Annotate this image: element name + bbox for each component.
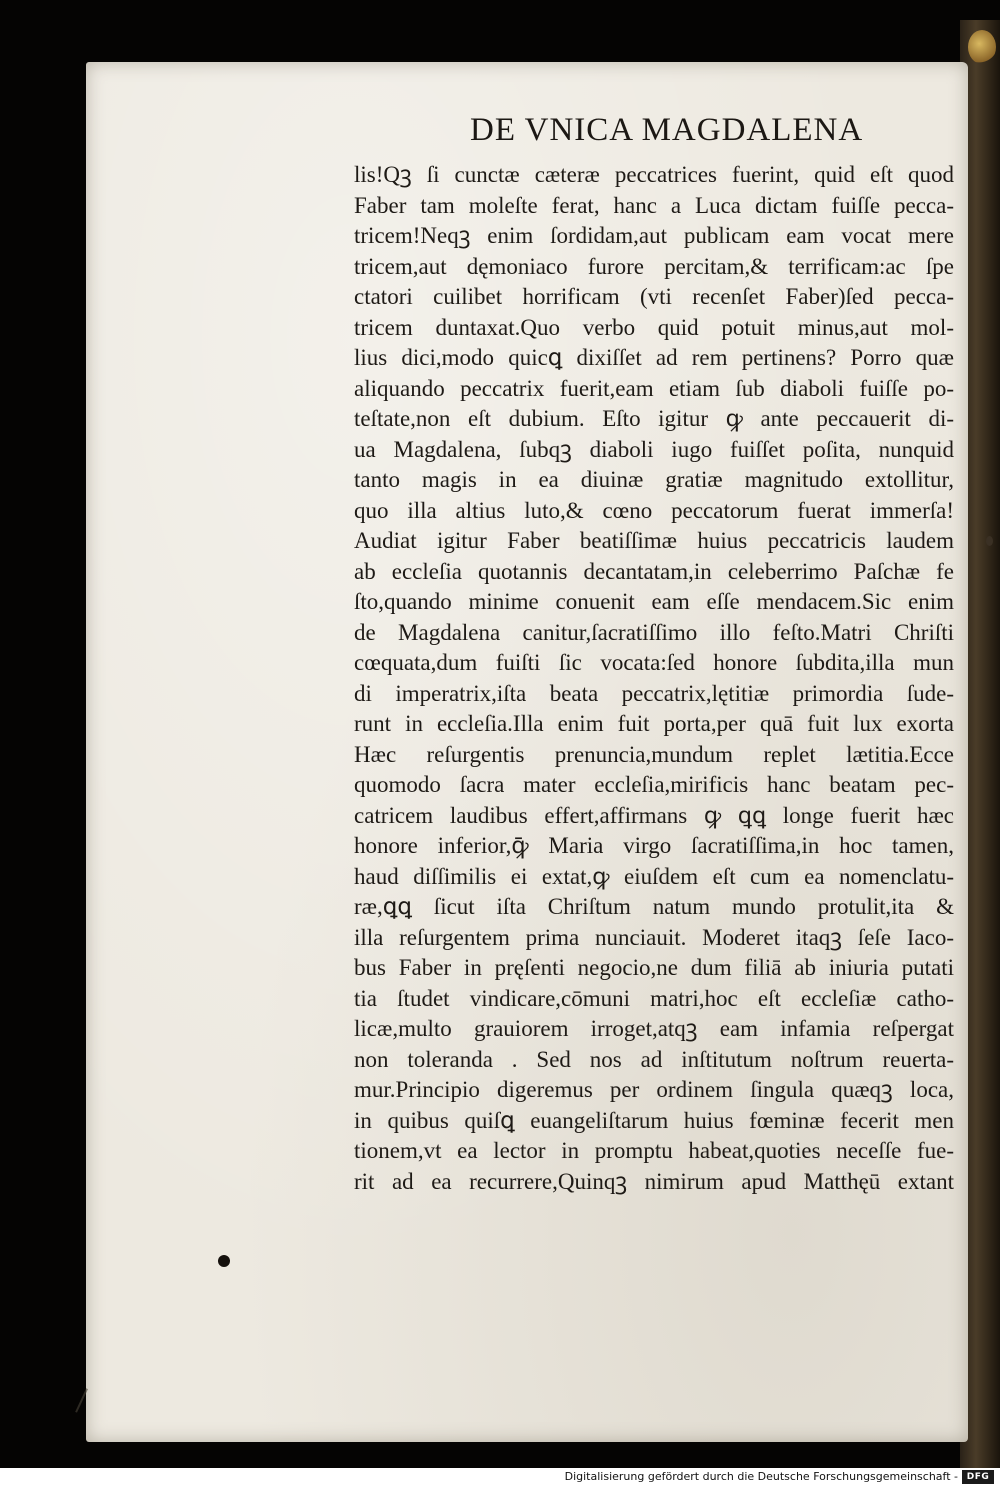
running-head: DE VNICA MAGDALENA	[470, 112, 864, 148]
text-line: rit ad ea recurrere,Quinqꝫ nimirum apud Matthęū extant	[354, 1168, 954, 1194]
text-line: runt in eccleſia.Illa enim fuit porta,per quā fuit lux exorta	[354, 711, 954, 736]
text-line: tricem,aut dęmoniaco furore percitam,& terrificam:ac ſpe	[354, 253, 954, 279]
dfg-logo: DFG	[962, 1470, 994, 1484]
text-line: aliquando peccatrix fuerit,eam etiam ſub diaboli fuiſſe po-	[354, 375, 954, 401]
text-line: Faber tam moleſte ferat, hanc a Luca dictam fuiſſe pecca-	[354, 192, 954, 218]
text-line: licæ,multo grauiorem irroget,atqꝫ eam infamia reſpergat	[354, 1016, 954, 1041]
margin-mark	[986, 536, 993, 546]
text-line: haud diſſimilis ei extat,ꝙ eiuſdem eſt cum ea nomenclatu-	[354, 863, 954, 889]
text-line: ua Magdalena, ſubqꝫ diaboli iugo fuiſſet poſita, nunquid	[354, 436, 954, 462]
text-line: Audiat igitur Faber beatiſſimæ huius peccatricis laudem	[354, 528, 954, 553]
text-line: teſtate,non eſt dubium. Eſto igitur ꝙ ante peccauerit di-	[354, 406, 954, 431]
text-line: tionem,vt ea lector in promptu habeat,quoties neceſſe fue-	[354, 1138, 954, 1163]
text-line: tricem duntaxat.Quo verbo quid potuit minus,aut mol-	[354, 314, 954, 340]
text-line: quomodo ſacra mater eccleſia,mirificis hanc beatam pec-	[354, 772, 954, 797]
text-line: cœquata,dum fuiſti ſic vocata:ſed honore ſubdita,illa mun	[354, 650, 954, 675]
text-line: non toleranda . Sed nos ad inſtitutum noſtrum reuerta-	[354, 1046, 954, 1072]
text-line: ab eccleſia quotannis decantatam,in celeberrimo Paſchæ fe	[354, 558, 954, 584]
text-line: in quibus quiſꝗ euangeliſtarum huius fœminæ fecerit men	[354, 1107, 954, 1133]
text-line: di imperatrix,iſta beata peccatrix,lętitiæ primordia ſude-	[354, 680, 954, 706]
text-line: bus Faber in pręſenti negocio,ne dum filiā ab iniuria putati	[354, 955, 954, 980]
text-line: mur.Principio digeremus per ordinem ſingula quæqꝫ loca,	[354, 1077, 954, 1102]
text-line: ræ,ꝗꝗ ſicut iſta Chriſtum natum mundo protulit,ita &	[354, 894, 954, 919]
text-line: Hæc reſurgentis prenuncia,mundum replet lætitia.Ecce	[354, 741, 954, 767]
text-line: ſto,quando minime conuenit eam eſſe mendacem.Sic enim	[354, 589, 954, 614]
text-line: tricem!Neqꝫ enim ſordidam,aut publicam eam vocat mere	[354, 223, 954, 248]
text-line: de Magdalena canitur,ſacratiſſimo illo feſto.Matri Chriſti	[354, 619, 954, 645]
text-line: ctatori cuilibet horrificam (vti recenſet Faber)ſed pecca-	[354, 284, 954, 309]
text-line: honore inferior,ꝙ̄ Maria virgo ſacratiſſima,in hoc tamen,	[354, 833, 954, 858]
text-line: quo illa altius luto,& cœno peccatorum fuerat immerſa!	[354, 497, 954, 523]
text-line: catricem laudibus effert,affirmans ꝙ ꝗꝗ longe fuerit hæc	[354, 802, 954, 828]
page-text-block	[354, 160, 964, 1197]
text-line: lis!Qꝫ ſi cunctæ cæteræ peccatrices fuerint, quid eſt quod	[354, 162, 954, 187]
text-line: tia ſtudet vindicare,cōmuni matri,hoc eſt eccleſiæ catho-	[354, 985, 954, 1011]
footer-credit: Digitalisierung gefördert durch die Deutsche Forschungsgemeinschaft -	[564, 1470, 958, 1483]
text-line: illa reſurgentem prima nunciauit. Moderet itaqꝫ ſeſe Iaco-	[354, 924, 954, 950]
text-line: lius dici,modo quicꝗ dixiſſet ad rem pertinens? Porro quæ	[354, 345, 954, 370]
text-line: tanto magis in ea diuinæ gratiæ magnitudo extollitur,	[354, 467, 954, 492]
ink-blot	[218, 1255, 230, 1267]
book-edge-stain	[968, 30, 996, 64]
